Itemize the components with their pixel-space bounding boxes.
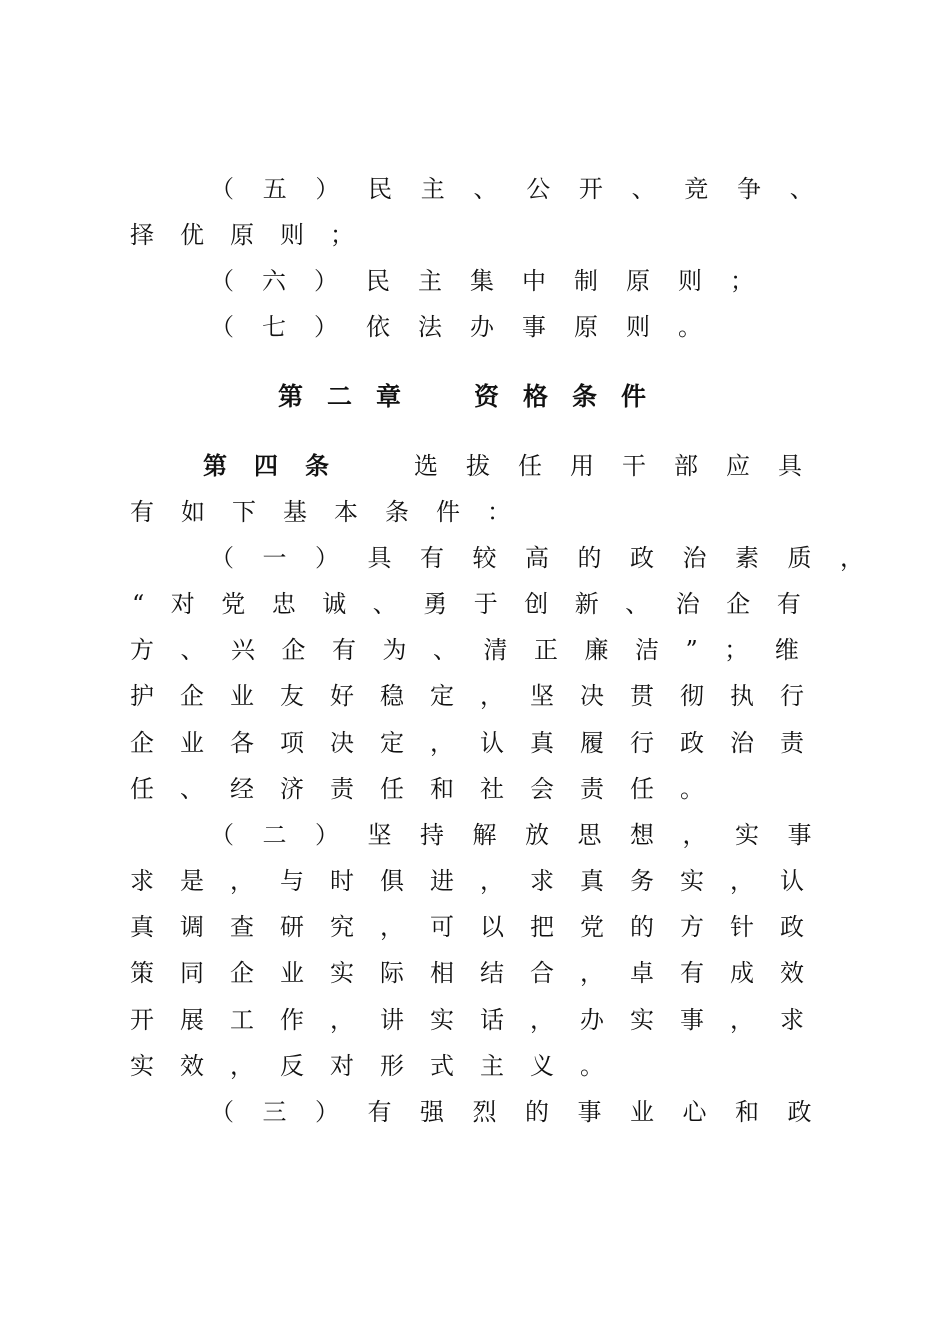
article-label: 第四条 — [203, 451, 356, 480]
article-text-cont: 有如下基本条件： — [130, 498, 538, 526]
condition-2-line: 开展工作，讲实话，办实事，求 — [130, 1006, 830, 1034]
principle-6: （六）民主集中制原则； — [210, 267, 782, 295]
condition-1-first: （一）具有较高的政治素质， — [210, 544, 893, 572]
condition-1-line: 方、兴企有为、清正廉洁”；维 — [130, 636, 826, 664]
condition-2-first: （二）坚持解放思想，实事 — [210, 821, 840, 849]
condition-2-line: 真调查研究，可以把党的方针政 — [130, 913, 830, 941]
principle-7: （七）依法办事原则。 — [210, 313, 730, 341]
chapter-heading: 第二章 资格条件 — [278, 382, 671, 411]
condition-2-line: 策同企业实际相结合，卓有成效 — [130, 959, 830, 987]
condition-1-line: “对党忠诚、勇于创新、治企有 — [132, 590, 828, 618]
condition-1-line: 护企业友好稳定，坚决贯彻执行 — [130, 682, 830, 710]
condition-2-line: 实效，反对形式主义。 — [130, 1052, 630, 1080]
condition-2-line: 求是，与时俱进，求真务实，认 — [130, 867, 830, 895]
principle-5-line-1: （五）民主、公开、竞争、 — [210, 175, 843, 203]
principle-5-line-2: 择优原则； — [130, 221, 380, 249]
article-text: 选拔任用干部应具 — [414, 452, 830, 480]
condition-1-line: 任、经济责任和社会责任。 — [130, 775, 730, 803]
condition-3-first: （三）有强烈的事业心和政 — [210, 1098, 840, 1126]
condition-1-line: 企业各项决定，认真履行政治责 — [130, 729, 830, 757]
